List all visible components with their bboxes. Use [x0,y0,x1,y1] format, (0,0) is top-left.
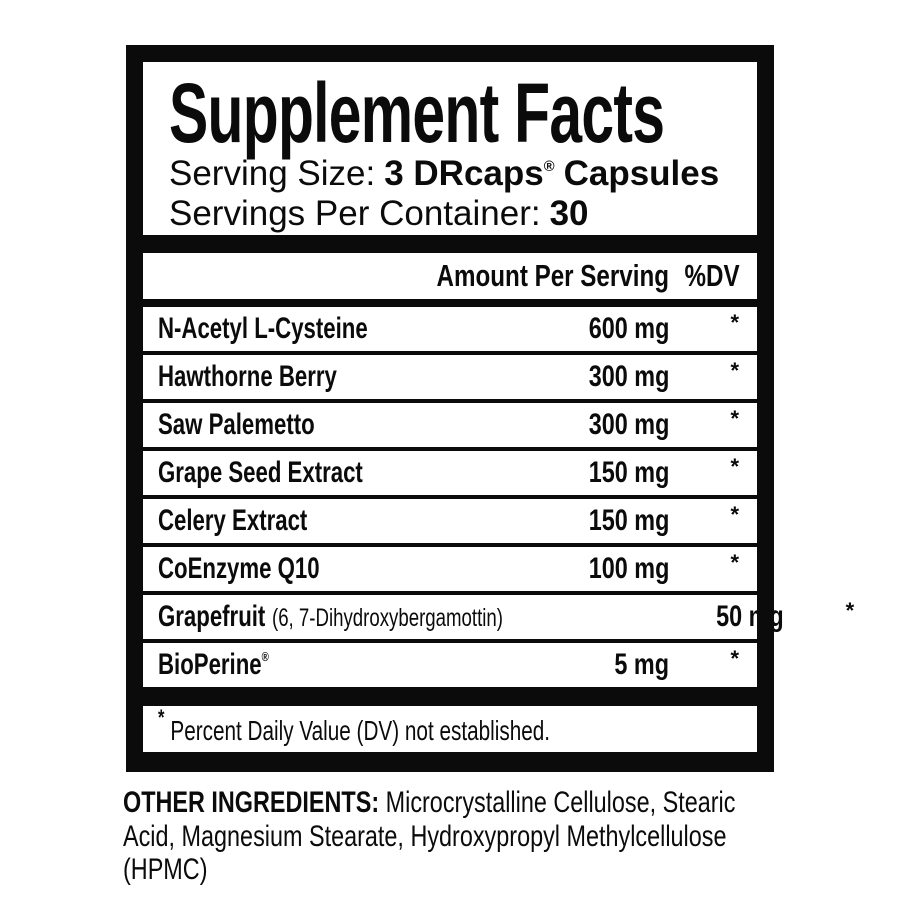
table-row [143,643,757,687]
ingredient-amount: 100 mg [588,552,669,585]
other-ingredients [123,786,772,887]
footnote-asterisk: * [158,704,165,730]
ingredient-name: BioPerine® [158,648,269,681]
ingredient-amount: 600 mg [588,312,669,345]
servings-per-container-value: 30 [549,193,589,233]
ingredient-dv: * [845,598,855,623]
ingredient-dv: * [730,406,739,431]
ingredient-dv: * [730,646,739,671]
supplement-facts-panel [126,45,855,772]
servings-per-container-line [169,194,757,234]
other-ingredients-label: OTHER INGREDIENTS: [123,786,380,819]
other-ingredients-text: Microcrystalline Cellulose, Stearic Acid, Magnesium Stearate, Hydroxypropyl Methylcellulose (HPMC) [123,786,736,887]
table-row [143,403,757,447]
serving-size-value: 3 DRcaps [384,153,544,193]
ingredient-name: Hawthorne Berry [158,360,337,393]
ingredient-dv: * [730,358,739,383]
ingredient-dv: * [730,502,739,527]
ingredient-dv: * [730,310,739,335]
ingredient-dv: * [730,454,739,479]
table-row [143,355,757,399]
table-row [143,307,757,351]
serving-size-suffix: Capsules [563,153,720,193]
amount-per-serving-header: Amount Per Serving [436,258,669,293]
serving-size-label: Serving Size: [169,153,376,193]
table-row [143,451,757,495]
ingredient-amount: 300 mg [588,360,669,393]
ingredient-dv: * [730,550,739,575]
ingredient-name: Saw Palemetto [158,408,315,441]
ingredient-name: Grapefruit (6, 7-Dihydroxybergamottin) [158,600,503,633]
ingredient-amount: 50 mg [716,600,785,633]
ingredient-amount: 150 mg [588,504,669,537]
servings-per-container-label: Servings Per Container: [169,193,541,233]
panel-header [143,62,757,235]
registered-mark-icon: ® [543,158,555,175]
footnote-text: Percent Daily Value (DV) not established. [170,714,551,746]
table-row [143,595,855,639]
table-row [143,499,757,543]
ingredient-amount: 300 mg [588,408,669,441]
dv-footnote [143,706,757,752]
table-row [143,547,757,591]
ingredient-amount: 150 mg [588,456,669,489]
ingredient-name: Grape Seed Extract [158,456,363,489]
ingredient-name: Celery Extract [158,504,308,537]
dv-header: %DV [684,258,740,293]
ingredient-amount: 5 mg [614,648,669,681]
panel-title: Supplement Facts [169,66,665,160]
ingredient-name: N-Acetyl L-Cysteine [158,312,368,345]
registered-mark-icon: ® [261,649,269,664]
ingredient-name: CoEnzyme Q10 [158,552,320,585]
table-column-header [143,253,757,299]
